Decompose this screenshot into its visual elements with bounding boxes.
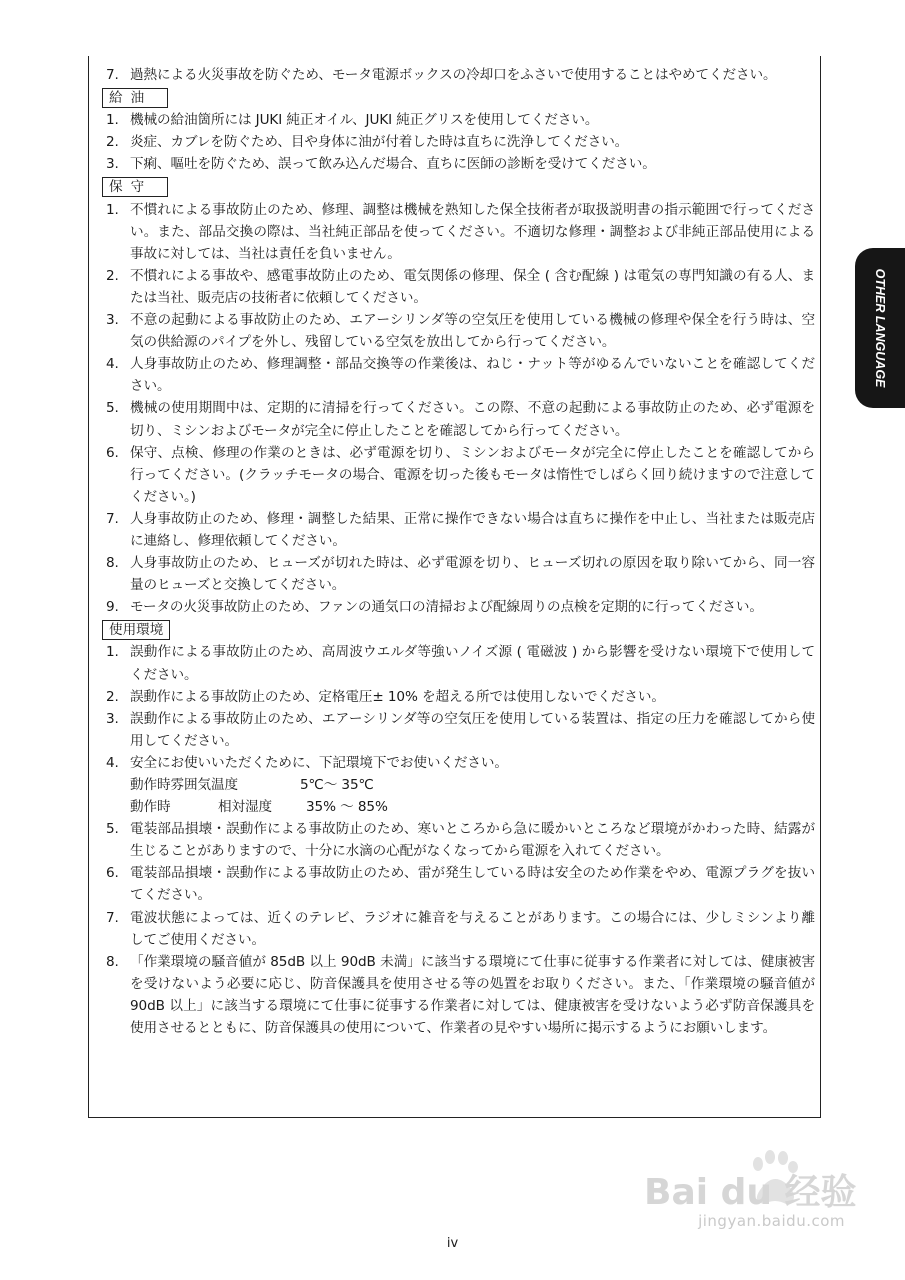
page-number: iv <box>446 1236 459 1251</box>
list-item: 1. 誤動作による事故防止のため、高周波ウエルダ等強いノイズ源 ( 電磁波 ) から影響を受けない環境下で使用してください。 <box>106 644 815 683</box>
temperature-condition: 動作時雰囲気温度 5℃～ 35℃ <box>130 777 374 793</box>
list-item: 7. 人身事故防止のため、修理・調整した結果、正常に操作できない場合は直ちに操作を中止し、当社または販売店に連絡し、修理依頼してください。 <box>106 510 815 549</box>
humidity-condition: 動作時 相対湿度 35% ～ 85% <box>130 799 388 816</box>
list-item: 5. 機械の使用期間中は、定期的に清掃を行ってください。この際、不意の起動による事故防止のため、必ず電源を切り、ミシンおよびモータが完全に停止したことを確認してから行ってください。 <box>106 400 815 439</box>
list-item: 6. 電装部品損壊・誤動作による事故防止のため、雷が発生している時は安全のため作業をやめ、電源プラグを抜いてください。 <box>106 865 815 904</box>
watermark-url: jingyan.baidu.com <box>698 1212 845 1230</box>
list-item: 2. 誤動作による事故防止のため、定格電圧± 10% を超える所では使用しないでください。 <box>106 688 665 705</box>
list-item: 9. モータの火災事故防止のため、ファンの通気口の清掃および配線周りの点検を定期的に行ってください。 <box>106 599 763 616</box>
list-item: 5. 電装部品損壊・誤動作による事故防止のため、寒いところから急に暖かいところなど環境がかわった時、結露が生じることがありますので、十分に水滴の心配がなくなってから電源を入れてください。 <box>106 821 815 860</box>
list-item: 6. 保守、点検、修理の作業のときは、必ず電源を切り、ミシンおよびモータが完全に停止したことを確認してから行ってください。(クラッチモータの場合、電源を切った後もモータは惰性でしばらく回り続けますので注意してください。) <box>106 444 815 505</box>
side-tab-other-language <box>855 248 905 408</box>
list-item: 8. 「作業環境の騒音値が 85dB 以上 90dB 未満」に該当する環境にて仕事に従事する作業者に対しては、健康被害を受けないよう必要に応じ、防音保護具を使用させる等の処置をお取りください。また、「作業環境の騒音値が 90dB 以上」に該当する環境にて仕事に従事する作業者に対しては、健康被害を受けないよう必ず防音保護具を使用させるとともに、防音保護具の使用について、作業者の見やすい場所に掲示するようにお願いします。 <box>106 953 815 1037</box>
list-item: 3. 不意の起動による事故防止のため、エアーシリンダ等の空気圧を使用している機械の修理や保全を行う時は、空気の供給源のパイプを外し、残留している空気を放出してから行ってください。 <box>106 312 815 351</box>
list-item: 7. 過熱による火災事故を防ぐため、モータ電源ボックスの冷却口をふさいで使用することはやめてください。 <box>106 67 777 83</box>
list-item: 8. 人身事故防止のため、ヒューズが切れた時は、必ず電源を切り、ヒューズ切れの原因を取り除いてから、同一容量のヒューズと交換してください。 <box>106 555 815 594</box>
list-item: 3. 誤動作による事故防止のため、エアーシリンダ等の空気圧を使用している装置は、指定の圧力を確認してから使用してください。 <box>106 710 815 749</box>
section-heading-maintenance: 保守 <box>102 177 168 197</box>
section-heading-environment: 使用環境 <box>102 620 170 640</box>
side-tab-label: OTHER LANGUAGE <box>873 268 887 388</box>
list-item: 1. 不慣れによる事故防止のため、修理、調整は機械を熟知した保全技術者が取扱説明書の指示範囲で行ってください。また、部品交換の際は、当社純正部品を使ってください。不適切な修理・調整および非純正部品使用による事故に対しては、当社は責任を負いません。 <box>106 201 815 262</box>
list-item: 3. 下痢、嘔吐を防ぐため、誤って飲み込んだ場合、直ちに医師の診断を受けてください。 <box>106 156 656 173</box>
section-heading-oiling: 給油 <box>102 88 168 108</box>
list-item: 1. 機械の給油箇所には JUKI 純正オイル、JUKI 純正グリスを使用してください。 <box>106 112 599 129</box>
safety-content <box>100 64 815 1039</box>
list-item: 4. 人身事故防止のため、修理調整・部品交換等の作業後は、ねじ・ナット等がゆるんでいないことを確認してください。 <box>106 356 815 395</box>
list-item: 4. 安全にお使いいただくために、下記環境下でお使いください。 <box>106 754 508 771</box>
list-item: 7. 電波状態によっては、近くのテレビ、ラジオに雑音を与えることがあります。この場合には、少しミシンより離してご使用ください。 <box>106 909 815 948</box>
watermark-brand: Bai du 经验 <box>644 1172 857 1213</box>
list-item: 2. 不慣れによる事故や、感電事故防止のため、電気関係の修理、保全 ( 含む配線 ) は電気の専門知識の有る人、または当社、販売店の技術者に依頼してください。 <box>106 267 815 306</box>
list-item: 2. 炎症、カブレを防ぐため、目や身体に油が付着した時は直ちに洗浄してください。 <box>106 134 629 151</box>
